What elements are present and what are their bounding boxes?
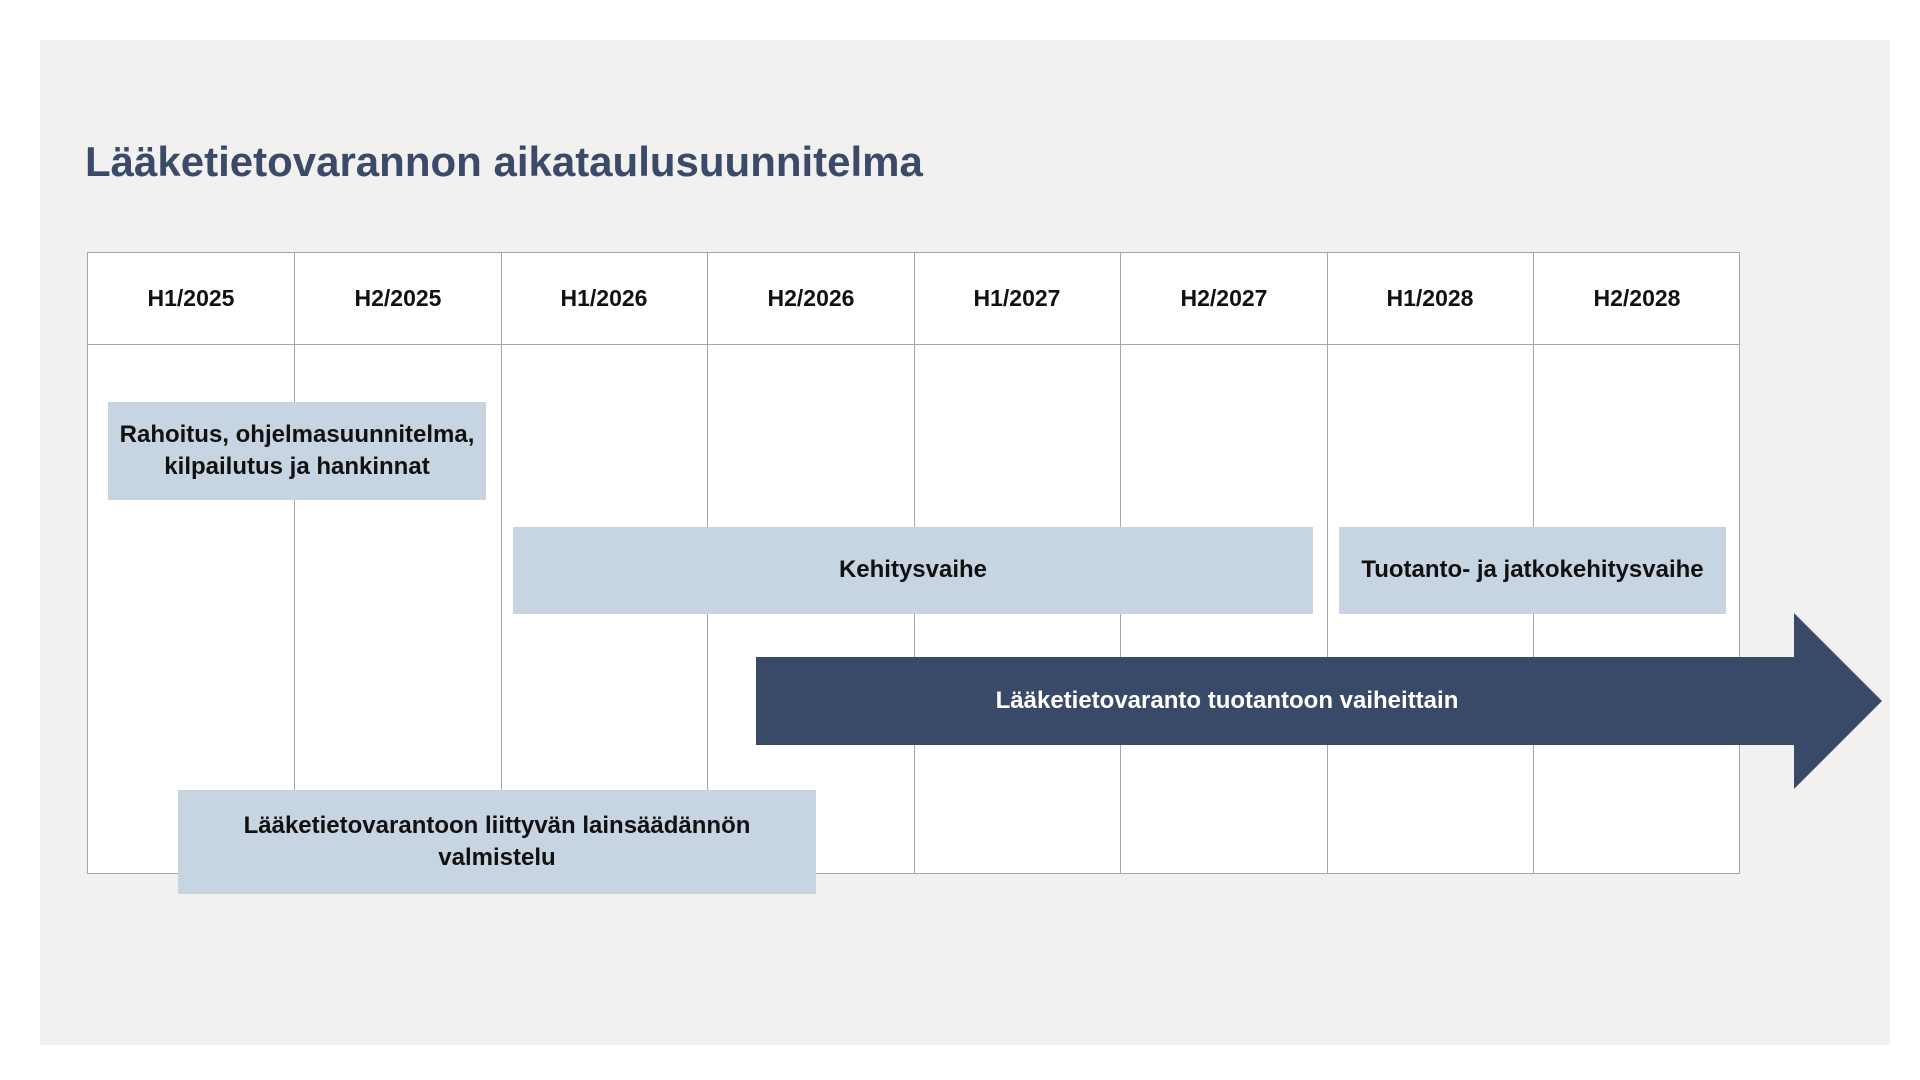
period-header: H1/2028 <box>1386 285 1474 311</box>
slide <box>40 40 1890 1045</box>
period-header: H2/2028 <box>1593 285 1681 311</box>
period-header: H2/2026 <box>767 285 855 311</box>
phase-rahoitus <box>108 402 486 500</box>
phase-rahoitus-line1: Rahoitus, ohjelmasuunnitelma, <box>119 420 475 448</box>
period-header: H2/2027 <box>1180 285 1268 311</box>
phase-lainsaadanto-line2: valmistelu <box>438 844 556 871</box>
period-header: H2/2025 <box>354 285 442 311</box>
phase-lainsaadanto-line1: Lääketietovarantoon liittyvän lainsäädännön <box>243 811 751 839</box>
production-arrow <box>756 613 1882 789</box>
phase-rahoitus-line2: kilpailutus ja hankinnat <box>164 453 430 480</box>
arrow-label: Lääketietovaranto tuotantoon vaiheittain <box>995 687 1459 714</box>
column-divider <box>501 253 502 873</box>
period-header: H1/2027 <box>973 285 1061 311</box>
period-header: H1/2025 <box>147 285 235 311</box>
page-title: Lääketietovarannon aikataulusuunnitelma <box>85 138 923 185</box>
phase-lainsaadanto <box>178 790 816 894</box>
column-divider <box>294 253 295 873</box>
phase-tuotanto: Tuotanto- ja jatkokehitysvaihe <box>1339 527 1726 614</box>
period-header: H1/2026 <box>560 285 648 311</box>
phase-kehitys: Kehitysvaihe <box>513 527 1313 614</box>
